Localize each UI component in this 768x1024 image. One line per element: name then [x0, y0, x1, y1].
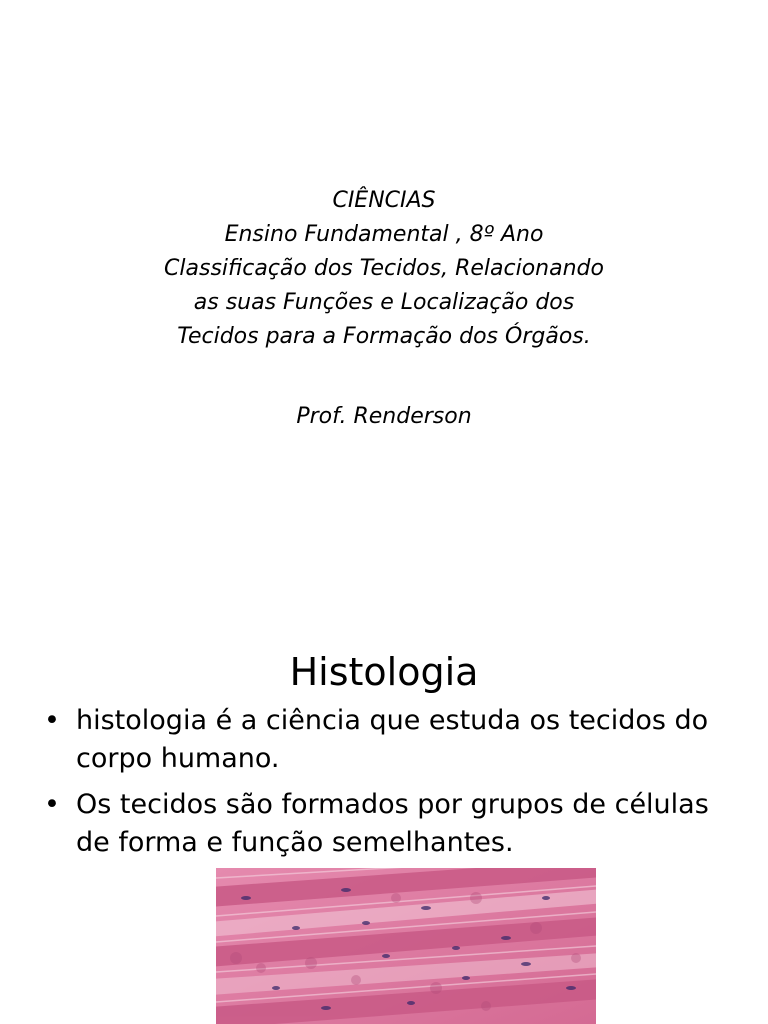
topic-line-1: Classificação dos Tecidos, Relacionando — [164, 256, 604, 281]
bullet-text-line: de forma e função semelhantes. — [76, 827, 514, 858]
title-block — [0, 184, 768, 354]
bullet-item — [44, 702, 734, 778]
grade-line: Ensino Fundamental , 8º Ano — [224, 222, 544, 247]
bullet-icon: • — [44, 705, 60, 736]
subject-line: CIÊNCIAS — [332, 188, 436, 213]
slide-title: Histologia — [289, 650, 479, 694]
bullet-item — [44, 786, 734, 862]
topic-line-3: Tecidos para a Formação dos Órgãos. — [177, 324, 591, 349]
bullet-text-line: corpo humano. — [76, 743, 280, 774]
bullet-icon: • — [44, 789, 60, 820]
muscle-tissue-micrograph-icon — [216, 868, 596, 1024]
bullet-list — [44, 702, 734, 870]
bullet-text-line: Os tecidos são formados por grupos de células — [76, 789, 709, 820]
topic-line-2: as suas Funções e Localização dos — [193, 290, 575, 315]
author-line: Prof. Renderson — [296, 404, 472, 429]
bullet-text-line: histologia é a ciência que estuda os tecidos do — [76, 705, 709, 736]
